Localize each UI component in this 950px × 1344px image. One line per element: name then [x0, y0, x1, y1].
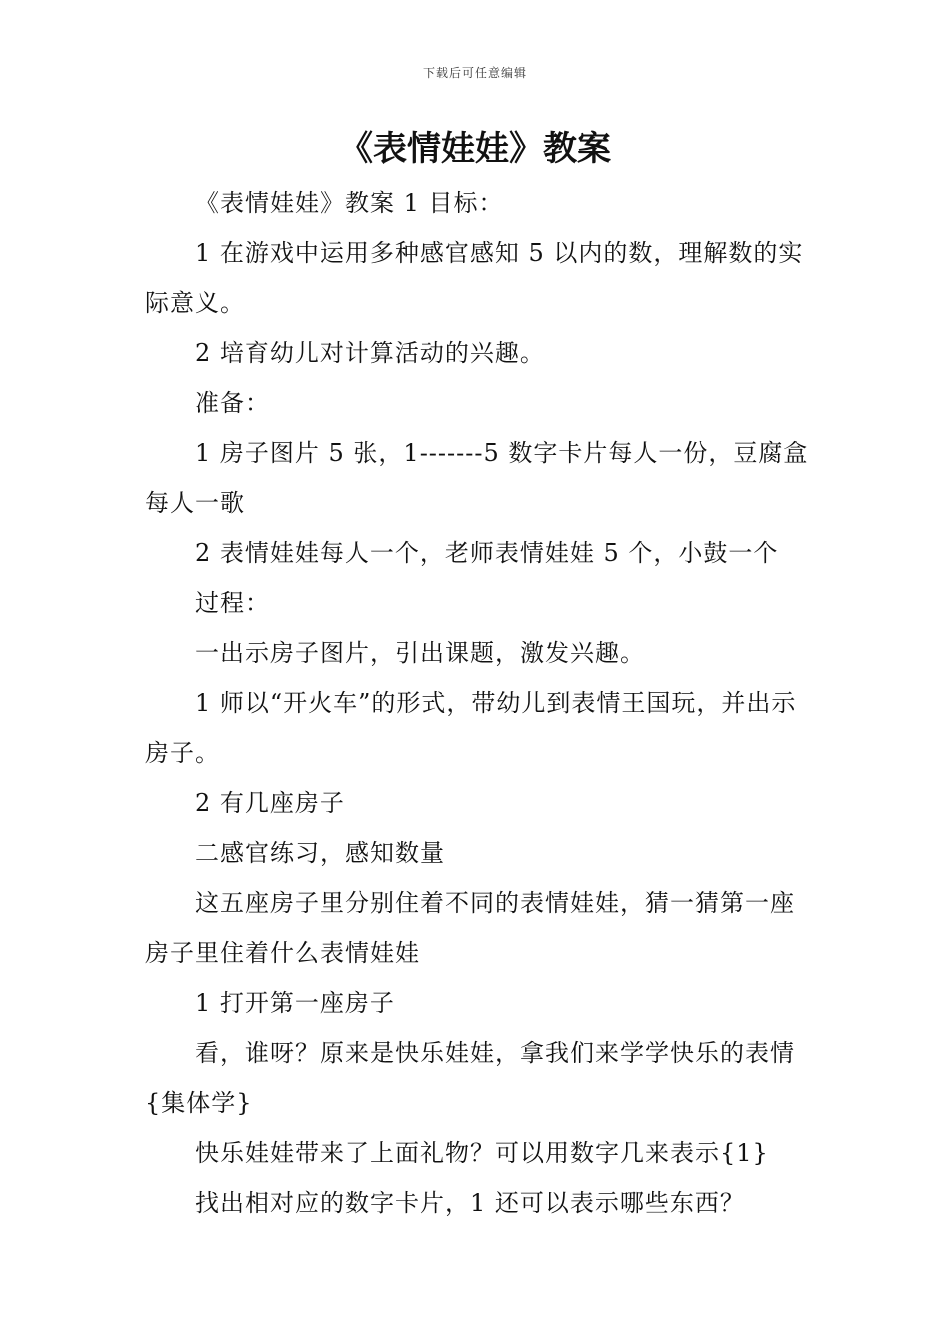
paragraph-16: 找出相对应的数字卡片，1 还可以表示哪些东西？	[195, 1189, 745, 1217]
paragraph-10: 2 有几座房子	[195, 789, 345, 817]
paragraph-5: 1 房子图片 5 张，1-------5 数字卡片每人一份，豆腐盒每人一歌	[145, 439, 809, 517]
paragraph-15: 快乐娃娃带来了上面礼物？可以用数字几来表示{1}	[195, 1139, 769, 1167]
document-title: 《表情娃娃》教案	[339, 129, 611, 169]
document-body	[145, 178, 809, 1228]
paragraph-1: 《表情娃娃》教案 1 目标：	[195, 189, 504, 217]
paragraph-9: 1 师以“开火车”的形式，带幼儿到表情王国玩，并出示房子。	[145, 689, 797, 767]
paragraph-13: 1 打开第一座房子	[195, 989, 395, 1017]
paragraph-6: 2 表情娃娃每人一个，老师表情娃娃 5 个，小鼓一个	[195, 539, 779, 567]
paragraph-11: 二感官练习，感知数量	[195, 839, 445, 867]
paragraph-4: 准备：	[195, 389, 270, 417]
paragraph-14: 看，谁呀？原来是快乐娃娃，拿我们来学学快乐的表情{集体学}	[145, 1039, 795, 1117]
paragraph-7: 过程：	[195, 589, 270, 617]
paragraph-8: 一出示房子图片，引出课题，激发兴趣。	[195, 639, 645, 667]
header-note: 下载后可任意编辑	[422, 66, 527, 80]
paragraph-2: 1 在游戏中运用多种感官感知 5 以内的数，理解数的实际意义。	[145, 239, 804, 317]
paragraph-3: 2 培育幼儿对计算活动的兴趣。	[195, 339, 545, 367]
paragraph-12: 这五座房子里分别住着不同的表情娃娃，猜一猜第一座房子里住着什么表情娃娃	[145, 889, 795, 967]
